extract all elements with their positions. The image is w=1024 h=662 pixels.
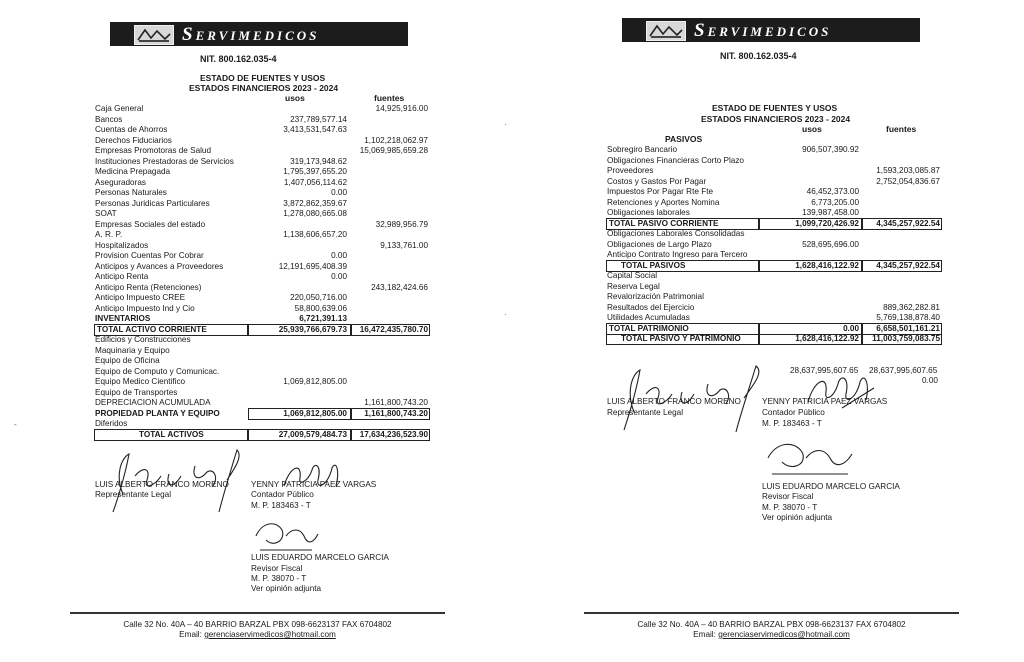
footer-email-label: Email:	[693, 630, 716, 639]
table-row	[95, 146, 430, 157]
table-row	[607, 177, 942, 188]
table-row	[95, 293, 430, 304]
row-fuentes-value: 14,925,916.00	[375, 104, 428, 113]
logo-emblem-icon	[134, 25, 174, 45]
row-box	[759, 218, 862, 230]
table-row	[95, 241, 430, 252]
row-label: Equipo de Computo y Comunicac.	[95, 366, 220, 376]
company-logo	[622, 18, 920, 42]
row-usos-value: 46,452,373.00	[806, 187, 859, 196]
sig-auditor-note: Ver opinión adjunta	[251, 584, 322, 593]
row-box	[248, 324, 351, 336]
row-label: Anticipo Impuesto CREE	[95, 293, 186, 302]
row-fuentes-value: 4,345,257,922.54	[876, 260, 940, 270]
row-label: Revalorización Patrimonial	[607, 292, 704, 301]
check-usos: 28,637,995,607.65	[790, 366, 859, 375]
row-box	[862, 260, 942, 272]
row-usos-value: 25,939,766,679.73	[278, 324, 347, 334]
row-label: Capital Social	[607, 271, 658, 280]
row-label: Anticipos y Avances a Proveedores	[95, 261, 224, 271]
statement-subtitle: ESTADOS FINANCIEROS 2023 - 2024	[189, 83, 339, 93]
row-usos-value: 139,987,458.00	[802, 208, 859, 217]
row-fuentes-value: 11,003,759,083.75	[872, 334, 940, 343]
row-usos-value: 528,695,696.00	[802, 239, 859, 249]
row-fuentes-value: 1,102,218,062.97	[364, 135, 428, 145]
table-row	[95, 115, 430, 126]
row-usos-value: 1,069,812,805.00	[283, 377, 347, 386]
table-row	[95, 199, 430, 210]
row-fuentes-value: 17,634,236,523.90	[359, 429, 428, 439]
row-label: Equipo Medico Cientifico	[95, 377, 186, 386]
footer-email-link[interactable]: gerenciaservimedicos@hotmail.com	[204, 630, 336, 639]
footer-email-line	[70, 630, 445, 639]
sig-auditor-note: Ver opinión adjunta	[762, 513, 833, 522]
table-row	[95, 220, 430, 231]
row-box	[606, 334, 759, 346]
row-fuentes-value: 5,769,138,878.40	[876, 313, 940, 322]
row-fuentes-value: 889,362,282.81	[883, 302, 940, 312]
row-label: Maquinaria y Equipo	[95, 345, 170, 355]
row-box	[606, 218, 759, 230]
statement-subtitle: ESTADOS FINANCIEROS 2023 - 2024	[701, 114, 851, 124]
footer-divider	[70, 612, 445, 614]
row-label: Empresas Sociales del estado	[95, 219, 206, 229]
sig-auditor-name: LUIS EDUARDO MARCELO GARCIA	[762, 482, 900, 491]
row-label: Anticipo Contrato Ingreso para Tercero	[607, 250, 748, 259]
page-mark: ·	[504, 120, 507, 129]
check-difference: 0.00	[922, 376, 938, 385]
sig-accountant-name: YENNY PATRICIA PAEZ VARGAS	[762, 397, 888, 406]
company-logo	[110, 22, 408, 46]
table-row	[607, 208, 942, 219]
row-label: Caja General	[95, 104, 144, 113]
row-usos-value: 58,800,639.06	[294, 303, 347, 313]
row-box	[351, 408, 430, 420]
table-row	[95, 283, 430, 294]
page-mark: -	[14, 420, 17, 429]
sig-auditor-role: Revisor Fiscal	[762, 492, 814, 501]
row-usos-value: 1,278,080,665.08	[283, 209, 347, 218]
sig-accountant-role: Contador Público	[251, 490, 314, 499]
sig-accountant-mp: M. P. 183463 - T	[251, 501, 311, 510]
table-row	[95, 251, 430, 262]
row-fuentes-value: 15,069,985,659.28	[359, 146, 428, 155]
row-label: Reserva Legal	[607, 281, 660, 291]
row-label: TOTAL PASIVOS	[621, 260, 686, 270]
row-label: Obligaciones Laborales Consolidadas	[607, 229, 745, 238]
table-row	[95, 367, 430, 378]
row-label: Hospitalizados	[95, 240, 149, 250]
row-box	[606, 260, 759, 272]
row-box	[862, 218, 942, 230]
sig-legal-rep-name: LUIS ALBERTO FRANCO MORENO	[607, 397, 741, 406]
table-row	[95, 209, 430, 220]
table-row	[95, 419, 430, 430]
nit-number: NIT. 800.162.035-4	[200, 54, 277, 64]
row-label: Equipo de Oficina	[95, 356, 160, 365]
table-row	[95, 230, 430, 241]
table-row	[95, 335, 430, 346]
row-box	[759, 334, 862, 346]
row-label: Costos y Gastos Por Pagar	[607, 176, 707, 186]
row-usos-value: 3,872,862,359.67	[283, 198, 347, 208]
check-fuentes: 28,637,995,607.65	[869, 366, 938, 375]
section-pasivos: PASIVOS	[665, 134, 703, 144]
row-usos-value: 27,009,579,484.73	[278, 429, 347, 439]
signature-marcelo-icon	[762, 436, 862, 480]
table-row	[95, 125, 430, 136]
row-box	[248, 408, 351, 420]
row-box	[862, 334, 942, 346]
sig-auditor-name: LUIS EDUARDO MARCELO GARCIA	[251, 553, 389, 562]
table-row	[607, 240, 942, 251]
row-label: Obligaciones Financieras Corto Plazo	[607, 155, 744, 165]
row-usos-value: 0.00	[331, 272, 347, 281]
row-usos-value: 220,050,716.00	[290, 293, 347, 302]
row-label: TOTAL ACTIVO CORRIENTE	[97, 324, 207, 334]
row-label: TOTAL ACTIVOS	[139, 429, 204, 439]
row-box	[248, 429, 351, 441]
row-fuentes-value: 1,161,800,743.20	[364, 398, 428, 407]
sig-auditor-mp: M. P. 38070 - T	[251, 574, 307, 583]
table-row	[95, 304, 430, 315]
col-usos-header: usos	[802, 124, 822, 134]
row-label: Provision Cuentas Por Cobrar	[95, 251, 204, 260]
row-usos-value: 1,628,416,122.92	[795, 260, 859, 270]
table-row	[607, 303, 942, 314]
statement-title: ESTADO DE FUENTES Y USOS	[200, 73, 326, 83]
row-label: TOTAL PATRIMONIO	[609, 323, 689, 333]
table-row	[607, 145, 942, 156]
table-row	[95, 262, 430, 273]
logo-emblem-icon	[646, 21, 686, 41]
footer-divider	[584, 612, 959, 614]
page-mark: ·	[504, 310, 507, 319]
row-usos-value: 3,413,531,547.63	[283, 125, 347, 134]
sig-accountant-role: Contador Público	[762, 408, 825, 417]
nit-number: NIT. 800.162.035-4	[720, 51, 797, 61]
row-label: Anticipo Impuesto Ind y Cio	[95, 303, 195, 313]
sig-accountant-mp: M. P. 183463 - T	[762, 419, 822, 428]
row-fuentes-value: 9,133,761.00	[380, 240, 428, 250]
row-label: Sobregiro Bancario	[607, 145, 678, 154]
col-fuentes-header: fuentes	[374, 93, 405, 103]
row-box	[759, 260, 862, 272]
row-usos-value: 1,407,056,114.62	[283, 177, 347, 187]
table-row	[95, 167, 430, 178]
sig-legal-rep-role: Representante Legal	[607, 408, 684, 417]
row-usos-value: 0.00	[331, 188, 347, 197]
footer-email-link[interactable]: gerenciaservimedicos@hotmail.com	[718, 630, 850, 639]
row-usos-value: 1,628,416,122.92	[795, 334, 859, 343]
table-row	[95, 346, 430, 357]
table-row	[95, 314, 430, 325]
row-label: INVENTARIOS	[95, 314, 151, 323]
col-fuentes-header: fuentes	[886, 124, 917, 134]
table-row	[607, 313, 942, 324]
row-label: Impuestos Por Pagar Rte Fte	[607, 187, 714, 196]
row-usos-value: 0.00	[843, 323, 859, 333]
row-usos-value: 906,507,390.92	[802, 145, 859, 154]
table-row	[607, 198, 942, 209]
statement-title: ESTADO DE FUENTES Y USOS	[712, 103, 838, 113]
footer-email-label: Email:	[179, 630, 202, 639]
table-row	[607, 282, 942, 293]
sig-accountant-name: YENNY PATRICIA PAEZ VARGAS	[251, 480, 377, 489]
right-page	[504, 0, 1024, 662]
table-row	[95, 188, 430, 199]
row-usos-value: 12,191,695,408.39	[278, 261, 347, 271]
footer-address: Calle 32 No. 40A – 40 BARRIO BARZAL PBX 098-6623137 FAX 6704802	[123, 620, 392, 629]
table-row	[95, 272, 430, 283]
col-usos-header: usos	[285, 93, 305, 103]
row-label: Edificios y Construcciones	[95, 335, 191, 344]
row-label: Equipo de Transportes	[95, 387, 178, 397]
table-row	[95, 388, 430, 399]
brand-name: Servimedicos	[182, 24, 320, 45]
table-row	[95, 377, 430, 388]
row-box	[351, 429, 430, 441]
row-fuentes-value: 4,345,257,922.54	[876, 218, 940, 228]
row-usos-value: 0.00	[331, 251, 347, 260]
row-usos-value: 1,795,397,655.20	[283, 167, 347, 176]
row-label: Diferidos	[95, 419, 128, 428]
row-label: Medicina Prepagada	[95, 167, 171, 176]
table-row	[607, 271, 942, 282]
row-label: TOTAL PASIVO CORRIENTE	[609, 218, 719, 228]
table-row	[607, 229, 942, 240]
brand-name: Servimedicos	[694, 20, 832, 41]
table-row	[607, 250, 942, 261]
row-label: Anticipo Renta (Retenciones)	[95, 282, 202, 292]
row-fuentes-value: 16,472,435,780.70	[359, 324, 428, 334]
table-row	[607, 187, 942, 198]
row-label: SOAT	[95, 209, 117, 218]
row-fuentes-value: 6,658,501,161.21	[876, 323, 940, 333]
footer-email-line	[584, 630, 959, 639]
row-label: TOTAL PASIVO Y PATRIMONIO	[621, 334, 741, 343]
row-label: Cuentas de Ahorros	[95, 125, 168, 134]
row-label: Personas Juridicas Particulares	[95, 198, 210, 208]
row-usos-value: 6,721,391.13	[299, 314, 347, 323]
row-label: Instituciones Prestadoras de Servicios	[95, 156, 234, 166]
table-row	[95, 104, 430, 115]
row-label: DEPRECIACION ACUMULADA	[95, 398, 211, 407]
row-fuentes-value: 243,182,424.66	[371, 282, 428, 292]
row-label: Anticipo Renta	[95, 272, 149, 281]
row-label: Aseguradoras	[95, 177, 146, 187]
table-row	[95, 136, 430, 147]
row-label: Obligaciones de Largo Plazo	[607, 239, 712, 249]
row-fuentes-value: 1,593,203,085.87	[876, 166, 940, 175]
row-label: Retenciones y Aportes Nomina	[607, 197, 720, 207]
sig-legal-rep-name: LUIS ALBERTO FRANCO MORENO	[95, 480, 229, 489]
row-label: Obligaciones laborales	[607, 208, 690, 217]
row-usos-value: 1,069,812,805.00	[283, 408, 347, 418]
sig-auditor-role: Revisor Fiscal	[251, 564, 303, 573]
row-label: PROPIEDAD PLANTA Y EQUIPO	[95, 408, 220, 418]
table-row	[607, 156, 942, 167]
table-row	[607, 166, 942, 177]
row-usos-value: 6,773,205.00	[811, 197, 859, 207]
table-row	[95, 178, 430, 189]
row-label: Empresas Promotoras de Salud	[95, 146, 212, 155]
table-row	[95, 157, 430, 168]
table-row	[95, 356, 430, 367]
footer-address: Calle 32 No. 40A – 40 BARRIO BARZAL PBX 098-6623137 FAX 6704802	[637, 620, 906, 629]
sig-auditor-mp: M. P. 38070 - T	[762, 503, 818, 512]
row-label: Derechos Fiduciarios	[95, 135, 172, 145]
table-row	[607, 292, 942, 303]
row-usos-value: 1,138,606,657.20	[283, 230, 347, 239]
row-label: Resultados del Ejercicio	[607, 302, 695, 312]
row-usos-value: 319,173,948.62	[290, 156, 347, 166]
row-box	[94, 324, 248, 336]
table-row	[95, 398, 430, 409]
signature-marcelo-icon	[252, 516, 322, 556]
row-fuentes-value: 32,989,956.79	[375, 219, 428, 229]
row-usos-value: 237,789,577.14	[290, 114, 347, 124]
row-label: Bancos	[95, 114, 123, 124]
row-box	[94, 429, 248, 441]
row-fuentes-value: 2,752,054,836.67	[876, 176, 940, 186]
row-label: A. R. P.	[95, 230, 123, 239]
row-box	[351, 324, 430, 336]
row-usos-value: 1,099,720,426.92	[795, 218, 859, 228]
sig-legal-rep-role: Representante Legal	[95, 490, 172, 499]
row-fuentes-value: 1,161,800,743.20	[364, 408, 428, 418]
row-label: Proveedores	[607, 166, 654, 175]
row-label: Utilidades Acumuladas	[607, 313, 690, 322]
row-label: Personas Naturales	[95, 188, 167, 197]
